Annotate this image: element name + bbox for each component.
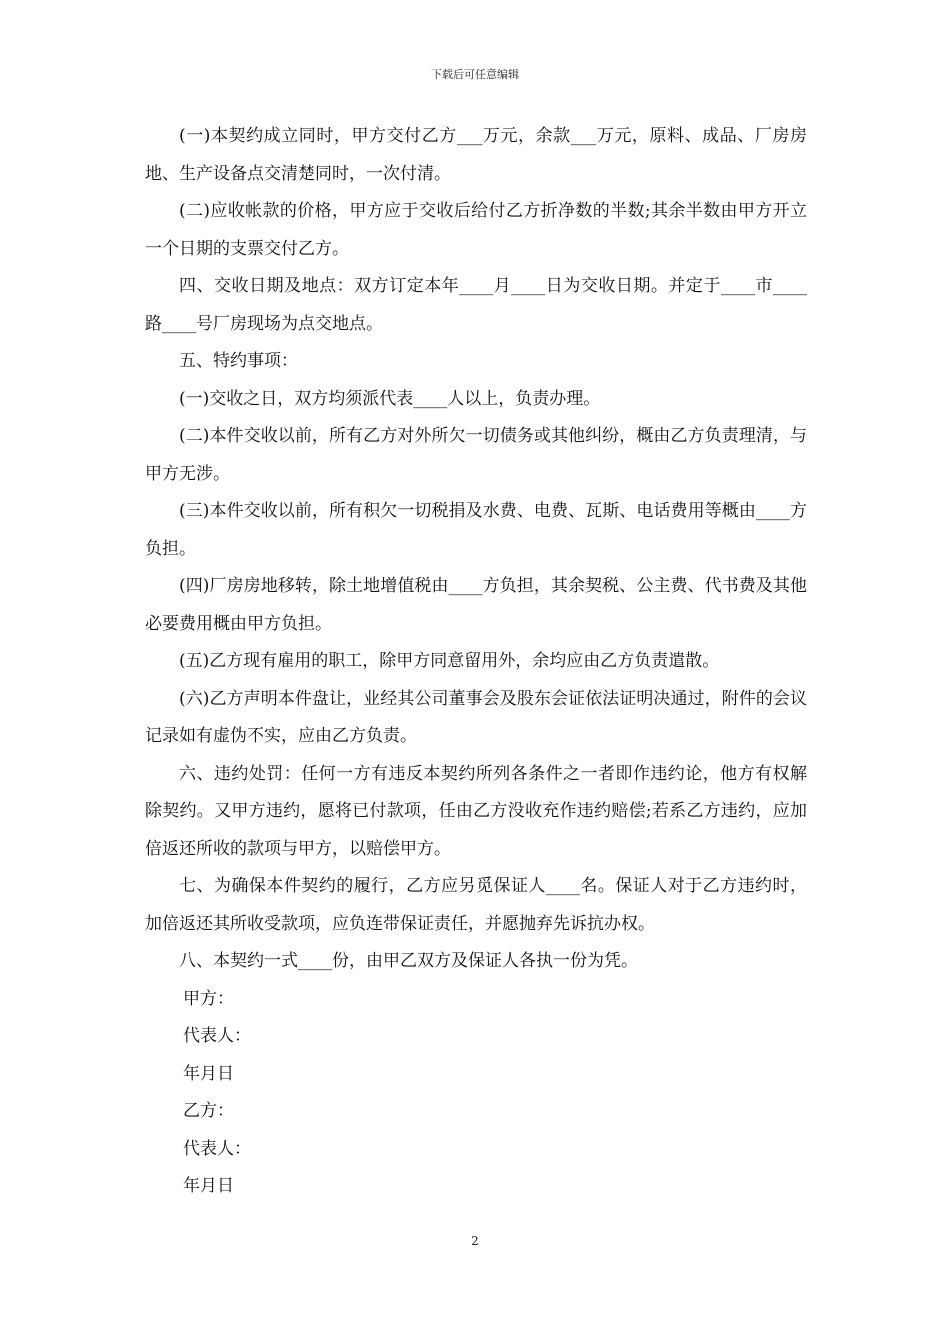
paragraph: 七、为确保本件契约的履行，乙方应另觅保证人____名。保证人对于乙方违约时，加倍返还其所收受款项，应负连带保证责任，并愿抛弃先诉抗办权。: [145, 876, 807, 934]
paragraph: 五、特约事项：: [179, 351, 298, 371]
paragraph: (六)乙方声明本件盘让，业经其公司董事会及股东会证依法证明决通过，附件的会议记录如有虚伪不实，应由乙方负责。: [145, 688, 807, 746]
paragraph: 八、本契约一式____份，由甲乙双方及保证人各执一份为凭。: [179, 951, 638, 971]
paragraph: (四)厂房房地移转，除土地增值税由____方负担，其余契税、公主费、代书费及其他必要费用概由甲方负担。: [145, 576, 807, 634]
page-header: 下载后可任意编辑: [431, 68, 519, 81]
party-b-label: 乙方：: [183, 1101, 234, 1121]
party-b-representative-label: 代表人：: [183, 1138, 251, 1159]
party-b-date-label: 年月日: [183, 1176, 234, 1196]
party-a-representative-label: 代表人：: [183, 1026, 251, 1046]
paragraph: (二)本件交收以前，所有乙方对外所欠一切债务或其他纠纷，概由乙方负责理清，与甲方无涉。: [145, 426, 807, 484]
party-a-label: 甲方：: [183, 988, 234, 1009]
paragraph: (三)本件交收以前，所有积欠一切税捐及水费、电费、瓦斯、电话费用等概由____方负担。: [145, 501, 807, 559]
paragraph: 六、违约处罚：任何一方有违反本契约所列各条件之一者即作违约论，他方有权解除契约。又甲方违约，愿将已付款项，任由乙方没收充作违约赔偿;若系乙方违约，应加倍返还所收的款项与甲方，以赔偿甲方。: [145, 763, 807, 859]
page-number: 2: [471, 1234, 479, 1248]
paragraph: 四、交收日期及地点：双方订定本年____月____日为交收日期。并定于____市____路____号厂房现场为点交地点。: [145, 276, 807, 334]
paragraph: (一)交收之日，双方均须派代表____人以上，负责办理。: [179, 388, 601, 409]
signature-block: [145, 981, 807, 1206]
paragraph: (一)本契约成立同时，甲方交付乙方___万元，余款___万元，原料、成品、厂房房地、生产设备点交清楚同时，一次付清。: [145, 126, 807, 184]
paragraph: (五)乙方现有雇用的职工，除甲方同意留用外，余均应由乙方负责遣散。: [179, 651, 720, 671]
document-body: [145, 118, 807, 1206]
paragraph: (二)应收帐款的价格，甲方应于交收后给付乙方折净数的半数;其余半数由甲方开立一个日期的支票交付乙方。: [145, 201, 807, 259]
party-a-date-label: 年月日: [183, 1063, 234, 1084]
